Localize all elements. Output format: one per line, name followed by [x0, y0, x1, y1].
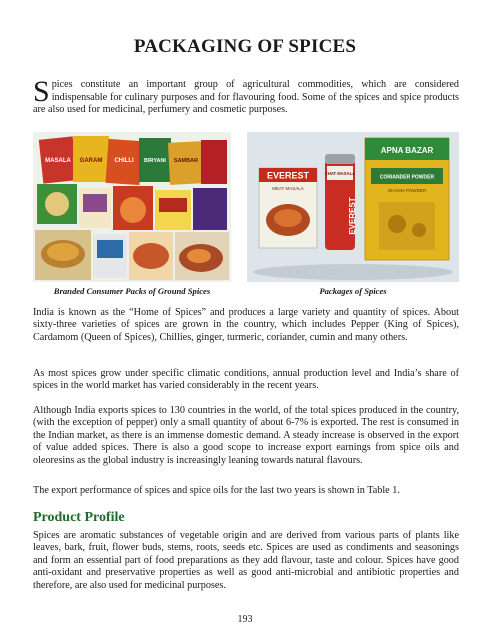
- coriander-bag: [365, 138, 449, 260]
- spice-shaker: [325, 154, 357, 250]
- bag-product-text: CORIANDER POWDER: [379, 174, 435, 181]
- body-paragraph: India is known as the “Home of Spices” and produces a large variety and quantity of spices. About sixty-three varieties of spices are grown in the country, which includes Pepper (King of Spices), Cardamom (Queen of Spices), Chillies, ginger, turmeric, coriander, cumin and many others.: [33, 307, 459, 343]
- consumer-packs-illustration: [33, 132, 231, 282]
- page-number: 193: [237, 614, 253, 625]
- body-paragraph: Although India exports spices to 130 countries in the world, of the total spices produced in the country, (with the exception of pepper) only a small quantity of about 6-7% is exported. The rest is consumed in the Indian market, as there is an immense domestic demand. A steady increase is observed in the export of value added spices. There is also a good scope to increase export earnings from spice oils and oleoresins as the global industry is increasingly leaning towards natural flavours.: [33, 405, 459, 466]
- everest-brand-text: EVEREST: [266, 170, 310, 181]
- page-title: PACKAGING OF SPICES: [133, 36, 357, 57]
- pack-label: BIRYANI: [144, 158, 166, 164]
- photo-spice-packages: [247, 132, 459, 282]
- body-paragraph: The export performance of spices and spice oils for the last two years is shown in Table 1.: [33, 485, 400, 496]
- pack-label: CHILLI: [114, 158, 134, 164]
- shaker-top-text: CHAT MASALA: [324, 171, 356, 176]
- section-paragraph: Spices are aromatic substances of vegetable origin and are derived from various parts of plants like leaves, bark, fruit, flower buds, stems, roots, seeds etc. Spices are used as condiments and seasonings and form an essential part of food preparations as they add flavour, taste and colour. Spices have good anti-oxidant and preservative properties as well as good anti-microbial and antibiotic properties and therefore, are also used for medicinal purposes.: [33, 530, 459, 591]
- drop-cap: S: [33, 75, 50, 108]
- spice-packages-illustration: [247, 132, 459, 282]
- pack-label: GARAM: [79, 158, 103, 164]
- bag-brand-text: APNA BAZAR: [380, 146, 434, 155]
- body-paragraph: As most spices grow under specific climatic conditions, annual production level and India’s share of spices in the world market has varied considerably in the recent years.: [33, 368, 459, 392]
- intro-paragraph: [33, 75, 459, 117]
- everest-box: [259, 168, 317, 248]
- figure-caption-1: Branded Consumer Packs of Ground Spices: [53, 286, 211, 296]
- everest-product-text: MEAT MASALA: [272, 186, 304, 191]
- section-heading: Product Profile: [33, 510, 125, 525]
- pack-label: MASALA: [45, 158, 71, 164]
- photo-consumer-packs: [33, 132, 231, 282]
- intro-text: pices constitute an important group of agricultural commodities, which are considered indispensable for culinary purposes and for flavouring food. Some of the spices and spice products are also used for medicinal, perfumery and cosmetic purposes.: [33, 79, 459, 115]
- pack-label: SAMBAR: [173, 158, 199, 164]
- shaker-brand-text: EVEREST: [348, 197, 357, 235]
- figure-caption-2: Packages of Spices: [319, 286, 387, 296]
- bag-sub-text: DHANIA POWDER: [387, 188, 427, 193]
